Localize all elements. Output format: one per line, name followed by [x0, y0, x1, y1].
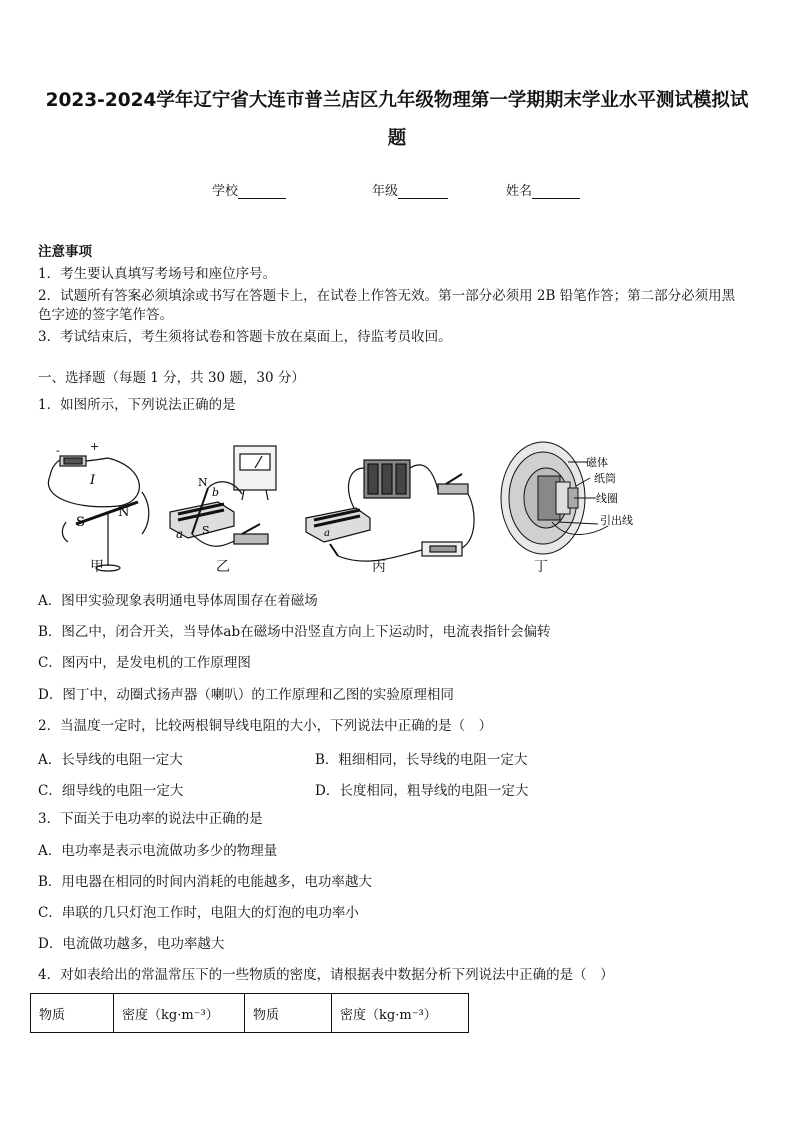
section-heading: 一、选择题（每题 1 分，共 30 题，30 分） — [38, 370, 305, 386]
question-3-option-a[interactable]: A．电功率是表示电流做功多少的物理量 — [38, 843, 278, 859]
figure-jia — [48, 456, 148, 571]
question-1-stem: 1．如图所示，下列说法正确的是 — [38, 397, 236, 413]
figure-jia-plus: + — [90, 440, 100, 453]
density-table — [30, 993, 469, 1033]
notice-item: 3．考试结束后，考生须将试卷和答题卡放在桌面上，待监考员收回。 — [38, 329, 452, 345]
page-title-continued: 题 — [387, 128, 407, 149]
question-3-stem: 3．下面关于电功率的说法中正确的是 — [38, 811, 263, 827]
name-label: 姓名 — [506, 184, 533, 199]
notice-heading: 注意事项 — [38, 244, 92, 260]
figure-bing — [306, 460, 474, 561]
question-1-option-d[interactable]: D．图丁中，动圈式扬声器（喇叭）的工作原理和乙图的实验原理相同 — [38, 687, 454, 703]
school-label: 学校 — [212, 184, 239, 199]
figure-jia-minus: - — [56, 444, 60, 457]
question-1-option-a[interactable]: A．图甲实验现象表明通电导体周围存在着磁场 — [38, 593, 318, 609]
figure-label-jia: 甲 — [90, 559, 104, 575]
figure-ding-magnet: 磁体 — [586, 456, 608, 469]
school-blank[interactable] — [238, 184, 286, 199]
name-field[interactable] — [506, 180, 580, 199]
question-2-option-c[interactable]: C．细导线的电阻一定大 — [38, 783, 184, 799]
page-title: 2023-2024学年辽宁省大连市普兰店区九年级物理第一学期期末学业水平测试模拟试 — [45, 90, 749, 111]
figure-yi-a: a — [176, 527, 184, 541]
question-3-option-b[interactable]: B．用电器在相同的时间内消耗的电能越多，电功率越大 — [38, 874, 372, 890]
student-info-fields — [0, 180, 794, 202]
table-header-substance: 物质 — [31, 994, 114, 1033]
question-1-option-c[interactable]: C．图丙中，是发电机的工作原理图 — [38, 655, 251, 671]
notice-item: 1．考生要认真填写考场号和座位序号。 — [38, 266, 277, 282]
question-1-figures — [38, 438, 758, 578]
question-2-stem: 2．当温度一定时，比较两根铜导线电阻的大小，下列说法中正确的是（ ） — [38, 718, 493, 734]
table-row — [31, 994, 469, 1033]
table-header-substance: 物质 — [245, 994, 332, 1033]
question-3-option-c[interactable]: C．串联的几只灯泡工作时，电阻大的灯泡的电功率小 — [38, 905, 359, 921]
question-4-stem: 4．对如表给出的常温常压下的一些物质的密度，请根据表中数据分析下列说法中正确的是（ ） — [38, 967, 614, 983]
grade-label: 年级 — [372, 184, 399, 199]
grade-field[interactable] — [372, 180, 448, 199]
table-header-density: 密度（kg·m⁻³） — [114, 994, 245, 1033]
figure-ding-lead: 引出线 — [600, 514, 633, 527]
figure-label-ding: 丁 — [534, 559, 548, 575]
notice-item: 2．试题所有答案必须填涂或书写在答题卡上，在试卷上作答无效。第一部分必须用 2B 铅笔作答；第二部分必须用黑 — [38, 288, 736, 304]
question-3-option-d[interactable]: D．电流做功越多，电功率越大 — [38, 936, 225, 952]
figure-ding-paper-cone: 纸筒 — [594, 472, 616, 485]
figure-label-yi: 乙 — [216, 559, 230, 575]
question-2-option-a[interactable]: A．长导线的电阻一定大 — [38, 752, 183, 768]
figure-jia-current: I — [90, 473, 96, 488]
figure-label-bing: 丙 — [372, 559, 386, 575]
notice-item: 色字迹的签字笔作答。 — [38, 307, 173, 323]
question-1-option-b[interactable]: B．图乙中，闭合开关，当导体ab在磁场中沿竖直方向上下运动时，电流表指针会偏转 — [38, 624, 551, 640]
name-blank[interactable] — [532, 184, 580, 199]
school-field[interactable] — [212, 180, 286, 199]
figure-yi-north: N — [198, 476, 208, 489]
question-2-option-d[interactable]: D．长度相同，粗导线的电阻一定大 — [315, 783, 529, 799]
figure-jia-north: N — [118, 505, 130, 520]
grade-blank[interactable] — [398, 184, 448, 199]
figure-jia-south: S — [76, 515, 85, 530]
figure-bing-a: a — [324, 528, 330, 539]
figure-ding-coil: 线圈 — [596, 492, 618, 505]
figure-yi-b: b — [212, 486, 220, 499]
table-header-density: 密度（kg·m⁻³） — [332, 994, 469, 1033]
question-2-option-b[interactable]: B．粗细相同，长导线的电阻一定大 — [315, 752, 528, 768]
figure-yi — [170, 446, 276, 546]
figure-yi-south: S — [202, 524, 210, 537]
